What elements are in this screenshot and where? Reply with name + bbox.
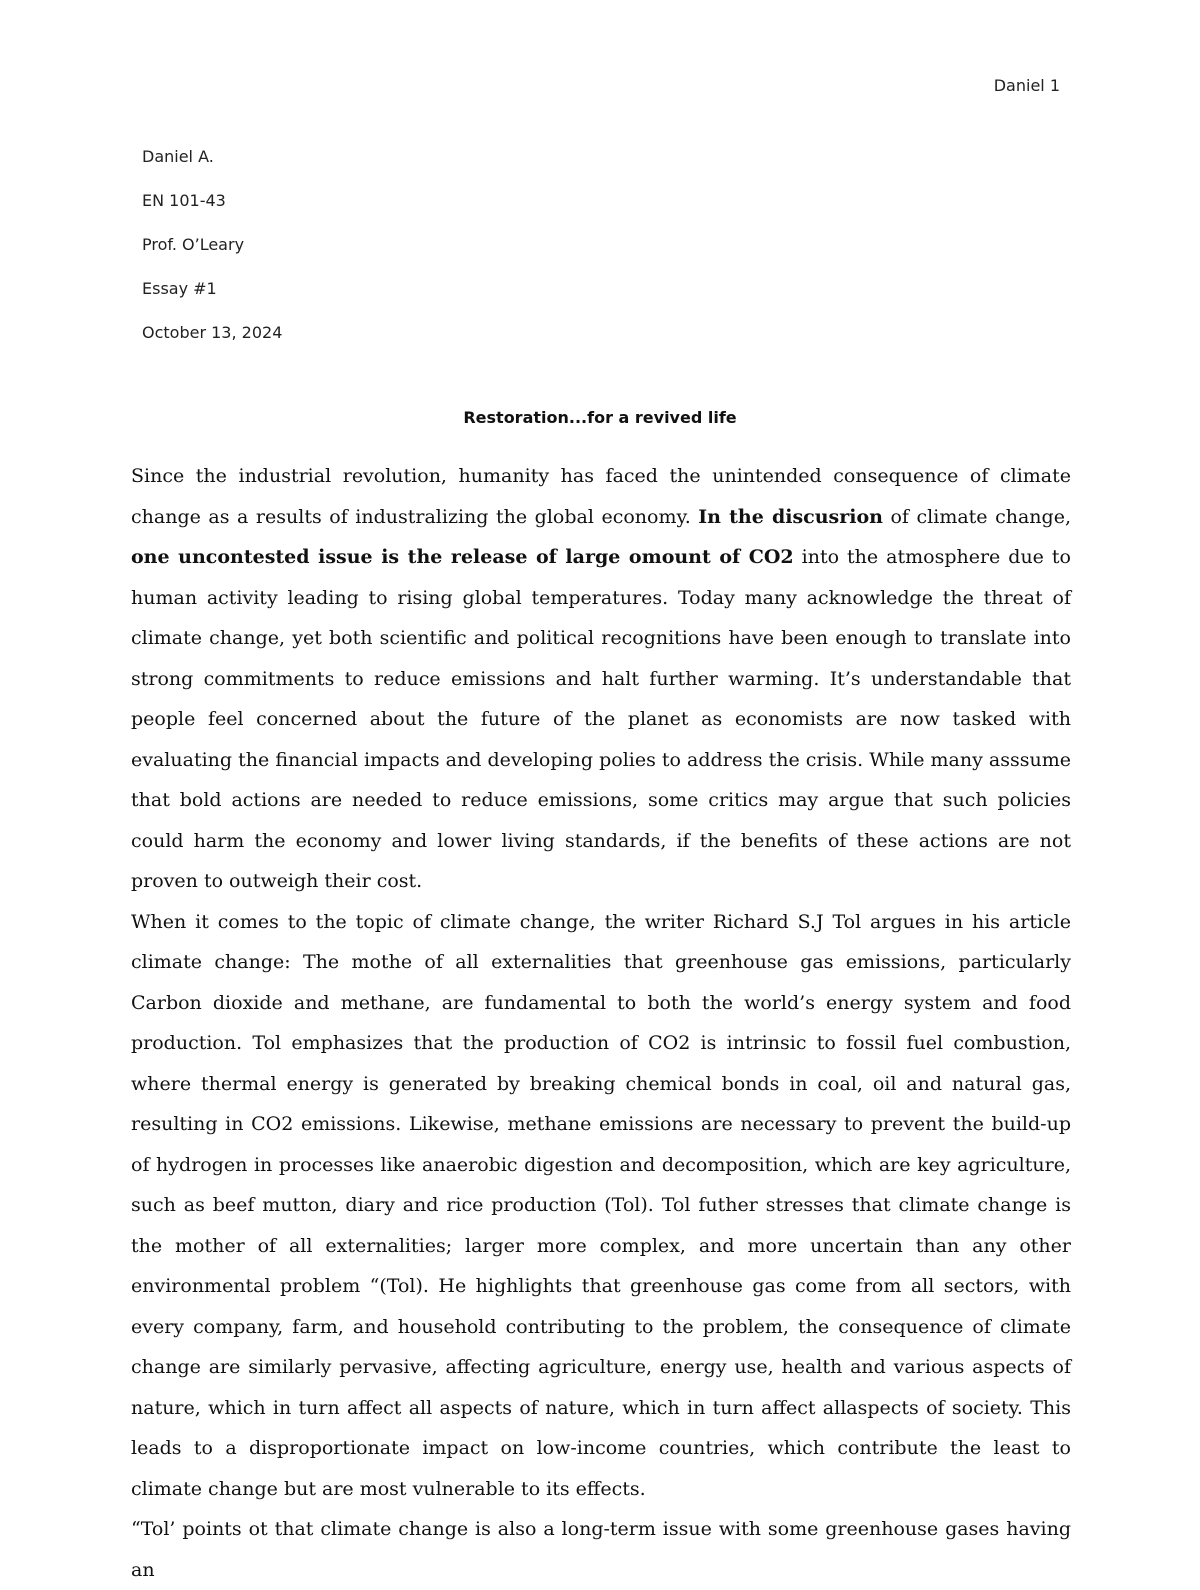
paragraph-1-bold-a: In the discusrion — [698, 505, 883, 528]
page-header-running-head: Daniel 1 — [993, 76, 1060, 95]
course-code: EN 101-43 — [142, 191, 226, 210]
assignment-label: Essay #1 — [142, 279, 217, 298]
paragraph-1-text-a: Since the industrial revolution, humanity has faced the unintended consequence of climate change as a results of industralizing the global economy. — [131, 465, 1071, 528]
paragraph-1-bold-b: one uncontested issue is the release of large omount of CO2 — [131, 546, 794, 568]
author-name: Daniel A. — [142, 147, 214, 166]
paragraph-1-text-c: into the atmosphere due to human activity leading to rising global temperatures. Today many acknowledge the threat of climate change, yet both scientific and political recognitions have been enough to translate into strong commitments to reduce emissions and halt further warming. It’s understandable that people feel concerned about the future of the planet as economists are now tasked with evaluating the financial impacts and developing polies to address the crisis. While many asssume that bold actions are needed to reduce emissions, some critics may argue that such policies could harm the economy and lower living standards, if the benefits of these actions are not proven to outweigh their cost. — [131, 546, 1072, 892]
paragraph-3: “Tol’ points ot that climate change is also a long-term issue with some greenhouse gases having an — [131, 1518, 1071, 1581]
essay-title: Restoration...for a revived life — [463, 408, 737, 427]
paragraph-1 — [131, 456, 1071, 902]
essay-body — [131, 456, 1071, 1590]
paragraph-2: When it comes to the topic of climate change, the writer Richard S.J Tol argues in his article climate change: The mothe of all externalities that greenhouse gas emissions, particularly Carbon dioxide and methane, are fundamental to both the world’s energy system and food production. Tol emphasizes that the production of CO2 is intrinsic to fossil fuel combustion, where thermal energy is generated by breaking chemical bonds in coal, oil and natural gas, resulting in CO2 emissions. Likewise, methane emissions are necessary to prevent the build-up of hydrogen in processes like anaerobic digestion and decomposition, which are key agriculture, such as beef mutton, diary and rice production (Tol). Tol futher stresses that climate change is the mother of all externalities; larger more complex, and more uncertain than any other environmental problem “(Tol). He highlights that greenhouse gas come from all sectors, with every company, farm, and household contributing to the problem, the consequence of climate change are similarly pervasive, affecting agriculture, energy use, health and various aspects of nature, which in turn affect all aspects of nature, which in turn affect allaspects of society. This leads to a disproportionate impact on low-income countries, which contribute the least to climate change but are most vulnerable to its effects. — [131, 910, 1071, 1500]
professor-name: Prof. O’Leary — [142, 235, 245, 254]
mla-heading-block — [142, 146, 282, 366]
essay-date: October 13, 2024 — [142, 323, 283, 342]
paragraph-1-text-b: of climate change, — [882, 505, 1071, 528]
